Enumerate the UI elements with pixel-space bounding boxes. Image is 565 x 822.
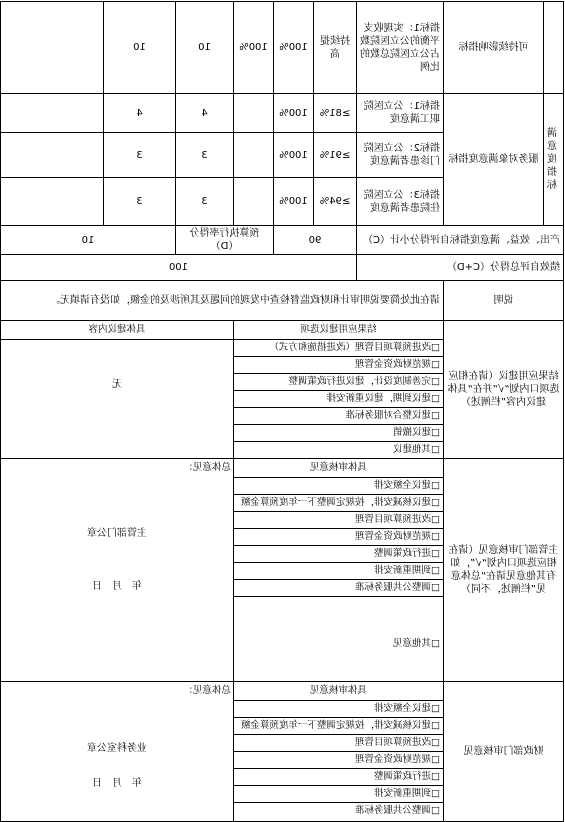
sat-ind-3: 指标3：公立医院住院患者满意度 [357, 178, 444, 226]
blank-cell [1, 2, 104, 94]
dept-seal-label: 主管部门公章 [87, 528, 147, 539]
dept-option[interactable]: □进行政策调整 [234, 546, 443, 563]
finance-options [234, 682, 444, 822]
explain-text: 请在此处简要说明审计和财政监督检查中发现的问题及其所涉及的金额，如没有请填无。 [1, 281, 444, 321]
finance-option[interactable]: □改进预算项目管理 [234, 735, 443, 752]
sustain-target: 100% [274, 2, 314, 94]
blank-cell [234, 94, 274, 133]
sat-s-1: 4 [104, 94, 176, 133]
total-value: 100 [1, 255, 357, 281]
border-cell [544, 2, 564, 94]
finance-overall-cell [1, 682, 234, 822]
row-sat-1 [1, 94, 564, 133]
dept-detail-header: 具体审核意见 [234, 459, 443, 478]
row-explain [1, 281, 564, 321]
dept-option[interactable]: □到期重新安排 [234, 563, 443, 580]
dept-options [234, 459, 444, 682]
sustain-op: 持续提高 [314, 2, 357, 94]
dept-option[interactable]: □规范财政资金管理 [234, 529, 443, 546]
sat-s-2: 3 [104, 133, 176, 178]
blank-cell [234, 133, 274, 178]
sat-actual-1: 100% [274, 94, 314, 133]
evaluation-table [0, 1, 564, 822]
blank-cell [1, 94, 104, 133]
sustain-category: 可持续影响指标 [444, 2, 544, 94]
dept-date: 年 月 日 [92, 581, 142, 592]
row-application [1, 321, 564, 459]
application-content-cell [1, 321, 234, 459]
sat-ind-2: 指标2：公立医院门诊患者满意度 [357, 133, 444, 178]
finance-option[interactable]: □建议核减安排，按规定调整下一年度预算金额 [234, 718, 443, 735]
sat-s-3: 3 [104, 178, 176, 226]
application-option[interactable]: □建议整合对服务标准 [234, 408, 443, 425]
finance-detail-header: 具体审核意见 [234, 682, 443, 701]
application-option[interactable]: □其他建议 [393, 444, 440, 455]
sat-ind-1: 指标1：公立医院职工满意度 [357, 94, 444, 133]
subtotal-label: 产出、效益、满意度指标自评得分小计（C） [357, 226, 564, 255]
finance-overall-header: 总体意见： [183, 685, 231, 696]
application-content-header: 具体建议内容 [1, 321, 233, 340]
sustain-score: 10 [104, 2, 176, 94]
finance-seal-label: 业务科室公章 [87, 743, 147, 754]
application-label: 结果应用建议（请在相应选项口内划“√”并在“具体建议内容”栏阐述） [444, 321, 564, 459]
dept-label: 主管部门审核意见（请在相应选项口内划“√”，如有其他意见请在“总体意见”栏阐述，不同） [444, 459, 564, 682]
dept-option[interactable]: □调整公共服务标准 [234, 580, 443, 597]
sat-w-3: 3 [176, 178, 234, 226]
sat-op-2: ≥91% [314, 133, 357, 178]
sat-w-1: 4 [176, 94, 234, 133]
sat-op-3: ≥94% [314, 178, 357, 226]
application-option[interactable]: □完善制度设计，建议进行政策调整 [234, 374, 443, 391]
sat-op-1: ≥81% [314, 94, 357, 133]
application-option[interactable]: □建议到期，建议重新安排 [234, 391, 443, 408]
sat-actual-2: 100% [274, 133, 314, 178]
sat-l1: 满意度指标 [544, 94, 564, 226]
application-options-header: 结果应用建议选项 [234, 321, 443, 340]
finance-date: 年 月 日 [92, 778, 142, 789]
sustain-indicator: 指标1：实现收支平衡的公立医院数占公立医院总数的比例 [357, 2, 444, 94]
dept-option[interactable]: □其他意见 [393, 638, 440, 649]
explain-label: 说明 [444, 281, 564, 321]
row-total [1, 255, 564, 281]
finance-option[interactable]: □调整公共服务标准 [355, 805, 440, 816]
dept-signature [1, 477, 233, 593]
dept-option[interactable]: □建议全额安排 [234, 478, 443, 495]
blank-cell [234, 178, 274, 226]
exec-rate-value: 10 [1, 226, 176, 255]
total-label: 绩效自评总得分（C+D） [357, 255, 564, 281]
finance-option[interactable]: □到期重新安排 [234, 786, 443, 803]
application-content: 无 [112, 379, 122, 390]
application-option[interactable]: □规范财政资金管理 [234, 357, 443, 374]
finance-option[interactable]: □建议全额安排 [234, 701, 443, 718]
finance-label: 财政部门审核意见 [444, 682, 564, 822]
sat-actual-3: 100% [274, 178, 314, 226]
blank-cell [1, 133, 104, 178]
row-sustain [1, 2, 564, 94]
sustain-weight: 10 [176, 2, 234, 94]
row-subtotal [1, 226, 564, 255]
sat-w-2: 3 [176, 133, 234, 178]
application-option[interactable]: □改进预算项目管理（改进措施和方式） [234, 340, 443, 357]
exec-rate-label: 预算执行率得分（D） [176, 226, 274, 255]
dept-overall-cell [1, 459, 234, 682]
finance-option[interactable]: □进行政策调整 [234, 769, 443, 786]
row-finance-review [1, 682, 564, 822]
dept-option[interactable]: □建议核减安排，按规定调整下一年度预算金额 [234, 495, 443, 512]
sustain-actual: 100% [234, 2, 274, 94]
sat-l2: 服务对象满意度指标 [444, 94, 544, 226]
application-option[interactable]: □建议撤销 [234, 425, 443, 442]
dept-option[interactable]: □改进预算项目管理 [234, 512, 443, 529]
blank-cell [1, 178, 104, 226]
dept-overall-header: 总体意见： [183, 462, 231, 473]
finance-signature [1, 700, 233, 790]
finance-option[interactable]: □规范财政资金管理 [234, 752, 443, 769]
row-dept-review [1, 459, 564, 682]
application-options [234, 321, 444, 459]
subtotal-value: 90 [274, 226, 357, 255]
